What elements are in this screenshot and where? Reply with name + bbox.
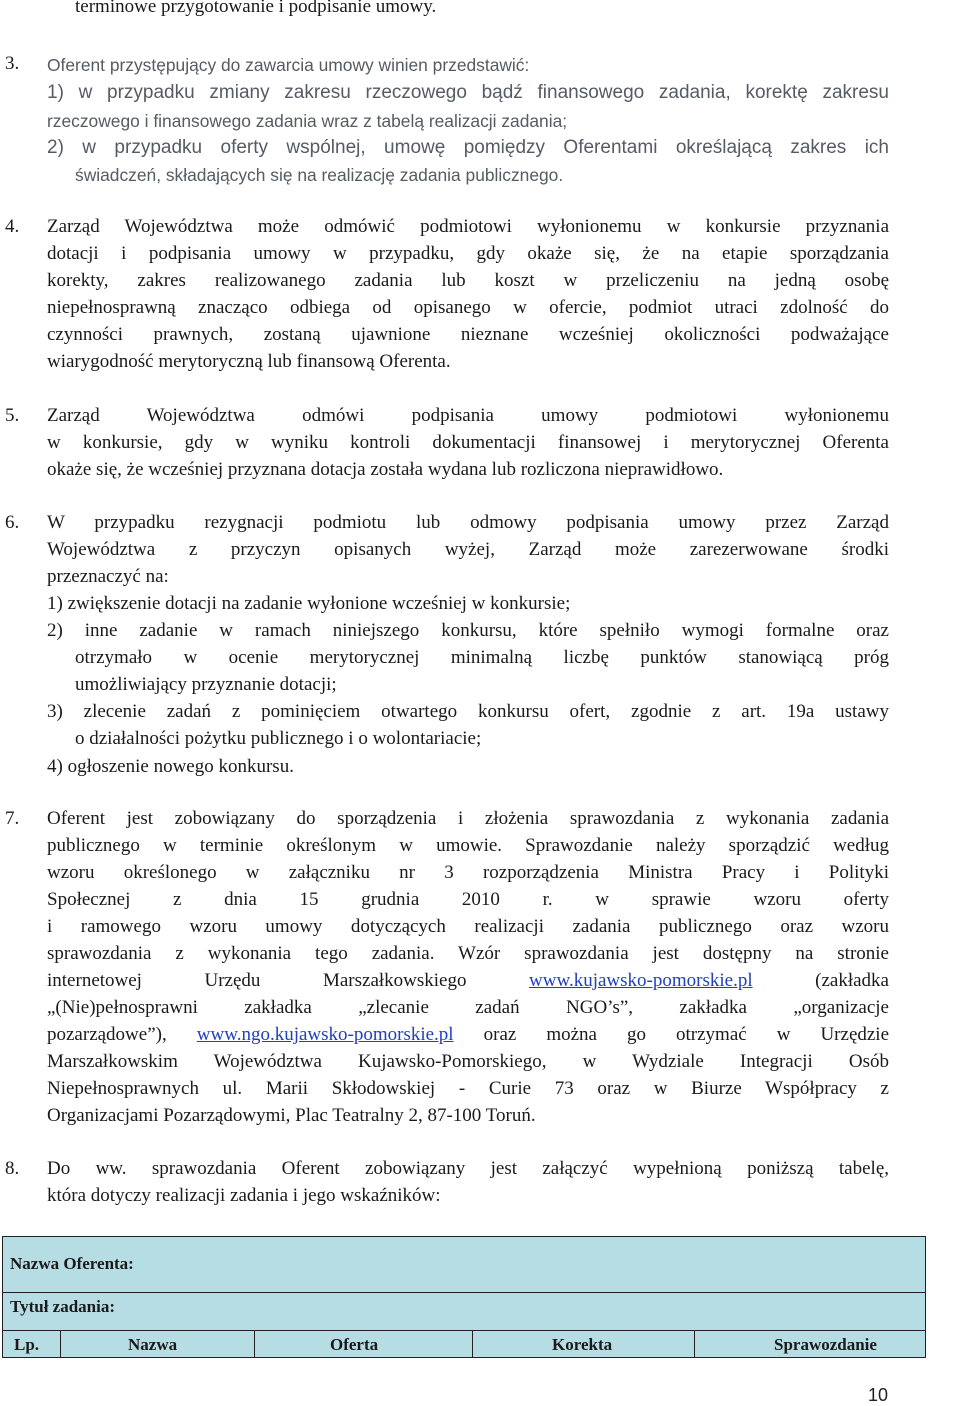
paragraph-5-number: 5. <box>5 405 20 426</box>
column-header-label: Nazwa <box>128 1335 178 1354</box>
column-header-label: Lp. <box>14 1335 40 1354</box>
table-divider <box>254 1330 255 1358</box>
paragraph-6-line: Województwa z przyczyn opisanych wyżej, Zarząd może zarezerwowane środki <box>47 539 889 560</box>
paragraph-7-text: pozarządowe”), <box>47 1024 167 1045</box>
column-header-label: Korekta <box>552 1335 613 1354</box>
paragraph-5-line: okaże się, że wcześniej przyznana dotacja została wydana lub rozliczona nieprawidłowo. <box>47 459 724 480</box>
kujawsko-pomorskie-link[interactable]: www.kujawsko-pomorskie.pl <box>529 970 753 991</box>
paragraph-6-line: otrzymało w ocenie merytorycznej minimalną liczbę punktów stanowiącą próg <box>75 647 889 668</box>
paragraph-7-line: wzoru określonego w załączniku nr 3 rozporządzenia Ministra Pracy i Polityki <box>47 862 889 883</box>
paragraph-3-number: 3. <box>5 53 20 74</box>
paragraph-6-number: 6. <box>5 512 20 533</box>
paragraph-3-line: świadczeń, składających się na realizację zadania publicznego. <box>75 165 564 185</box>
paragraph-7-line: Marszałkowskim Województwa Kujawsko-Pomorskiego, w Wydziale Integracji Osób <box>47 1051 889 1072</box>
paragraph-4-line: niepełnosprawną znacząco odbiega od opisanego w ofercie, podmiot utraci zdolność do <box>47 297 889 318</box>
paragraph-5-line: w konkursie, gdy w wyniku kontroli dokumentacji finansowej i merytorycznej Oferenta <box>47 432 889 453</box>
paragraph-7-text: (zakładka <box>815 970 889 991</box>
paragraph-6-line: 4) ogłoszenie nowego konkursu. <box>47 756 294 777</box>
paragraph-6-line: 2) inne zadanie w ramach niniejszego konkursu, które spełniło wymogi formalne oraz <box>47 620 889 641</box>
table-border <box>2 1236 926 1358</box>
paragraph-6-line: przeznaczyć na: <box>47 566 169 587</box>
paragraph-4-number: 4. <box>5 216 20 237</box>
paragraph-7-link-line <box>47 1024 889 1046</box>
paragraph-7-line: publicznego w terminie określonym w umowie. Sprawozdanie należy sporządzić według <box>47 835 889 856</box>
paragraph-3-line: 2) w przypadku oferty wspólnej, umowę pomiędzy Oferentami określającą zakres ich <box>47 137 889 158</box>
paragraph-4-line: korekty, zakres realizowanego zadania lub koszt w przeliczeniu na jedną osobę <box>47 270 889 291</box>
paragraph-3-line: 1) w przypadku zmiany zakresu rzeczowego bądź finansowego zadania, korektę zakresu <box>47 82 889 103</box>
table-divider <box>472 1330 473 1358</box>
paragraph-6-line: umożliwiający przyznanie dotacji; <box>75 674 337 695</box>
paragraph-8-number: 8. <box>5 1158 20 1179</box>
paragraph-6-line: 1) zwiększenie dotacji na zadanie wyłonione wcześniej w konkursie; <box>47 593 571 614</box>
paragraph-8-line: która dotyczy realizacji zadania i jego wskaźników: <box>47 1185 441 1206</box>
paragraph-7-line: Niepełnosprawnych ul. Marii Skłodowskiej - Curie 73 oraz w Biurze Współpracy z <box>47 1078 889 1099</box>
oferent-name-label: Nazwa Oferenta: <box>10 1254 134 1273</box>
paragraph-8-line: Do ww. sprawozdania Oferent zobowiązany jest załączyć wypełnioną poniższą tabelę, <box>47 1158 889 1179</box>
ngo-kujawsko-pomorskie-link[interactable]: www.ngo.kujawsko-pomorskie.pl <box>196 1024 454 1045</box>
paragraph-7-link-line <box>47 970 889 992</box>
paragraph-6-line: W przypadku rezygnacji podmiotu lub odmowy podpisania umowy przez Zarząd <box>47 512 889 533</box>
paragraph-3-line: Oferent przystępujący do zawarcia umowy winien przedstawić: <box>47 55 530 75</box>
paragraph-7-number: 7. <box>5 808 20 829</box>
paragraph-7-line: sprawozdania z wykonania tego zadania. Wzór sprawozdania jest dostępny na stronie <box>47 943 889 964</box>
paragraph-3-line: rzeczowego i finansowego zadania wraz z tabelą realizacji zadania; <box>47 111 568 131</box>
paragraph-4-line: dotacji i podpisania umowy w przypadku, gdy okaże się, że na etapie sporządzania <box>47 243 889 264</box>
paragraph-5-line: Zarząd Województwa odmówi podpisania umowy podmiotowi wyłonionemu <box>47 405 889 426</box>
paragraph-7-line: Społecznej z dnia 15 grudnia 2010 r. w sprawie wzoru oferty <box>47 889 889 910</box>
table-divider <box>2 1292 926 1293</box>
paragraph-7-line: Organizacjami Pozarządowymi, Plac Teatralny 2, 87-100 Toruń. <box>47 1105 536 1126</box>
table-divider <box>60 1330 61 1358</box>
paragraph-7-text: internetowej Urzędu Marszałkowskiego <box>47 970 467 991</box>
task-title-label: Tytuł zadania: <box>10 1297 116 1316</box>
paragraph-4-line: Zarząd Województwa może odmówić podmiotowi wyłonionemu w konkursie przyznania <box>47 216 889 237</box>
table-divider <box>694 1330 695 1358</box>
paragraph-4-line: wiarygodność merytoryczną lub finansową Oferenta. <box>47 351 451 372</box>
paragraph-6-line: 3) zlecenie zadań z pominięciem otwartego konkursu ofert, zgodnie z art. 19a ustawy <box>47 701 889 722</box>
paragraph-7-line: i ramowego wzoru umowy dotyczących realizacji zadania publicznego oraz wzoru <box>47 916 889 937</box>
page-number: 10 <box>867 1385 888 1405</box>
paragraph-7-text: oraz można go otrzymać w Urzędzie <box>483 1024 890 1045</box>
column-header-label: Sprawozdanie <box>774 1335 877 1354</box>
paragraph-7-line: „(Nie)pełnosprawni zakładka „zlecanie zadań NGO’s”, zakładka „organizacje <box>47 997 889 1018</box>
table-divider <box>2 1330 926 1331</box>
top-line: terminowe przygotowanie i podpisanie umowy. <box>75 0 437 17</box>
column-header-label: Oferta <box>330 1335 379 1354</box>
paragraph-6-line: o działalności pożytku publicznego i o wolontariacie; <box>75 728 482 749</box>
paragraph-7-line: Oferent jest zobowiązany do sporządzenia i złożenia sprawozdania z wykonania zadania <box>47 808 889 829</box>
paragraph-4-line: czynności prawnych, zostaną ujawnione nieznane wcześniej okoliczności podważające <box>47 324 889 345</box>
